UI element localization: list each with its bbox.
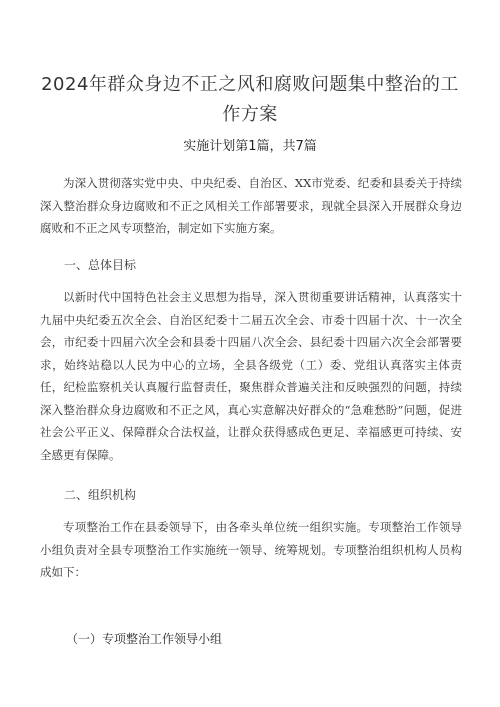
document-subtitle: 实施计划第1篇，共7篇 xyxy=(183,139,317,154)
section-heading-goal: 一、总体目标 xyxy=(64,258,137,272)
goal-paragraph: 以新时代中国特色社会主义思想为指导，深入贯彻重要讲话精神，认真落实十九届中央纪委五次全会、自治区纪委十二届五次全会、市委十四届十次、十一次全会，市纪委十四届六次全会和县委十四届八次全会、县纪委十四届六次全会部署要求，始终站稳以人民为中心的立场，全县各级党（工）委、党组认真落实主体责任，纪检监察机关认真履行监督责任，聚焦群众普遍关注和反映强烈的问题，持续深入整治群众身边腐败和不正之风，真心实意解决好群众的“急难愁盼”问题，促进社会公平正义、保障群众合法权益，让群众获得感成色更足、幸福感更可持续、安全感更有保障。 xyxy=(40,290,462,462)
organization-paragraph: 专项整治工作在县委领导下，由各牵头单位统一组织实施。专项整治工作领导小组负责对全县专项整治工作实施统一领导、统筹规划。专项整治组织机构人员构成如下： xyxy=(40,520,462,579)
section-heading-organization: 二、组织机构 xyxy=(64,488,137,502)
subsection-heading-leading-group: （一）专项整治工作领导小组 xyxy=(66,632,223,646)
document-title: 2024年群众身边不正之风和腐败问题集中整治的工作方案 xyxy=(41,74,459,125)
intro-paragraph: 为深入贯彻落实党中央、中央纪委、自治区、XX市党委、纪委和县委关于持续深入整治群众身边腐败和不正之风相关工作部署要求，现就全县深入开展群众身边腐败和不正之风专项整治，制定如下实施方案。 xyxy=(40,176,462,235)
